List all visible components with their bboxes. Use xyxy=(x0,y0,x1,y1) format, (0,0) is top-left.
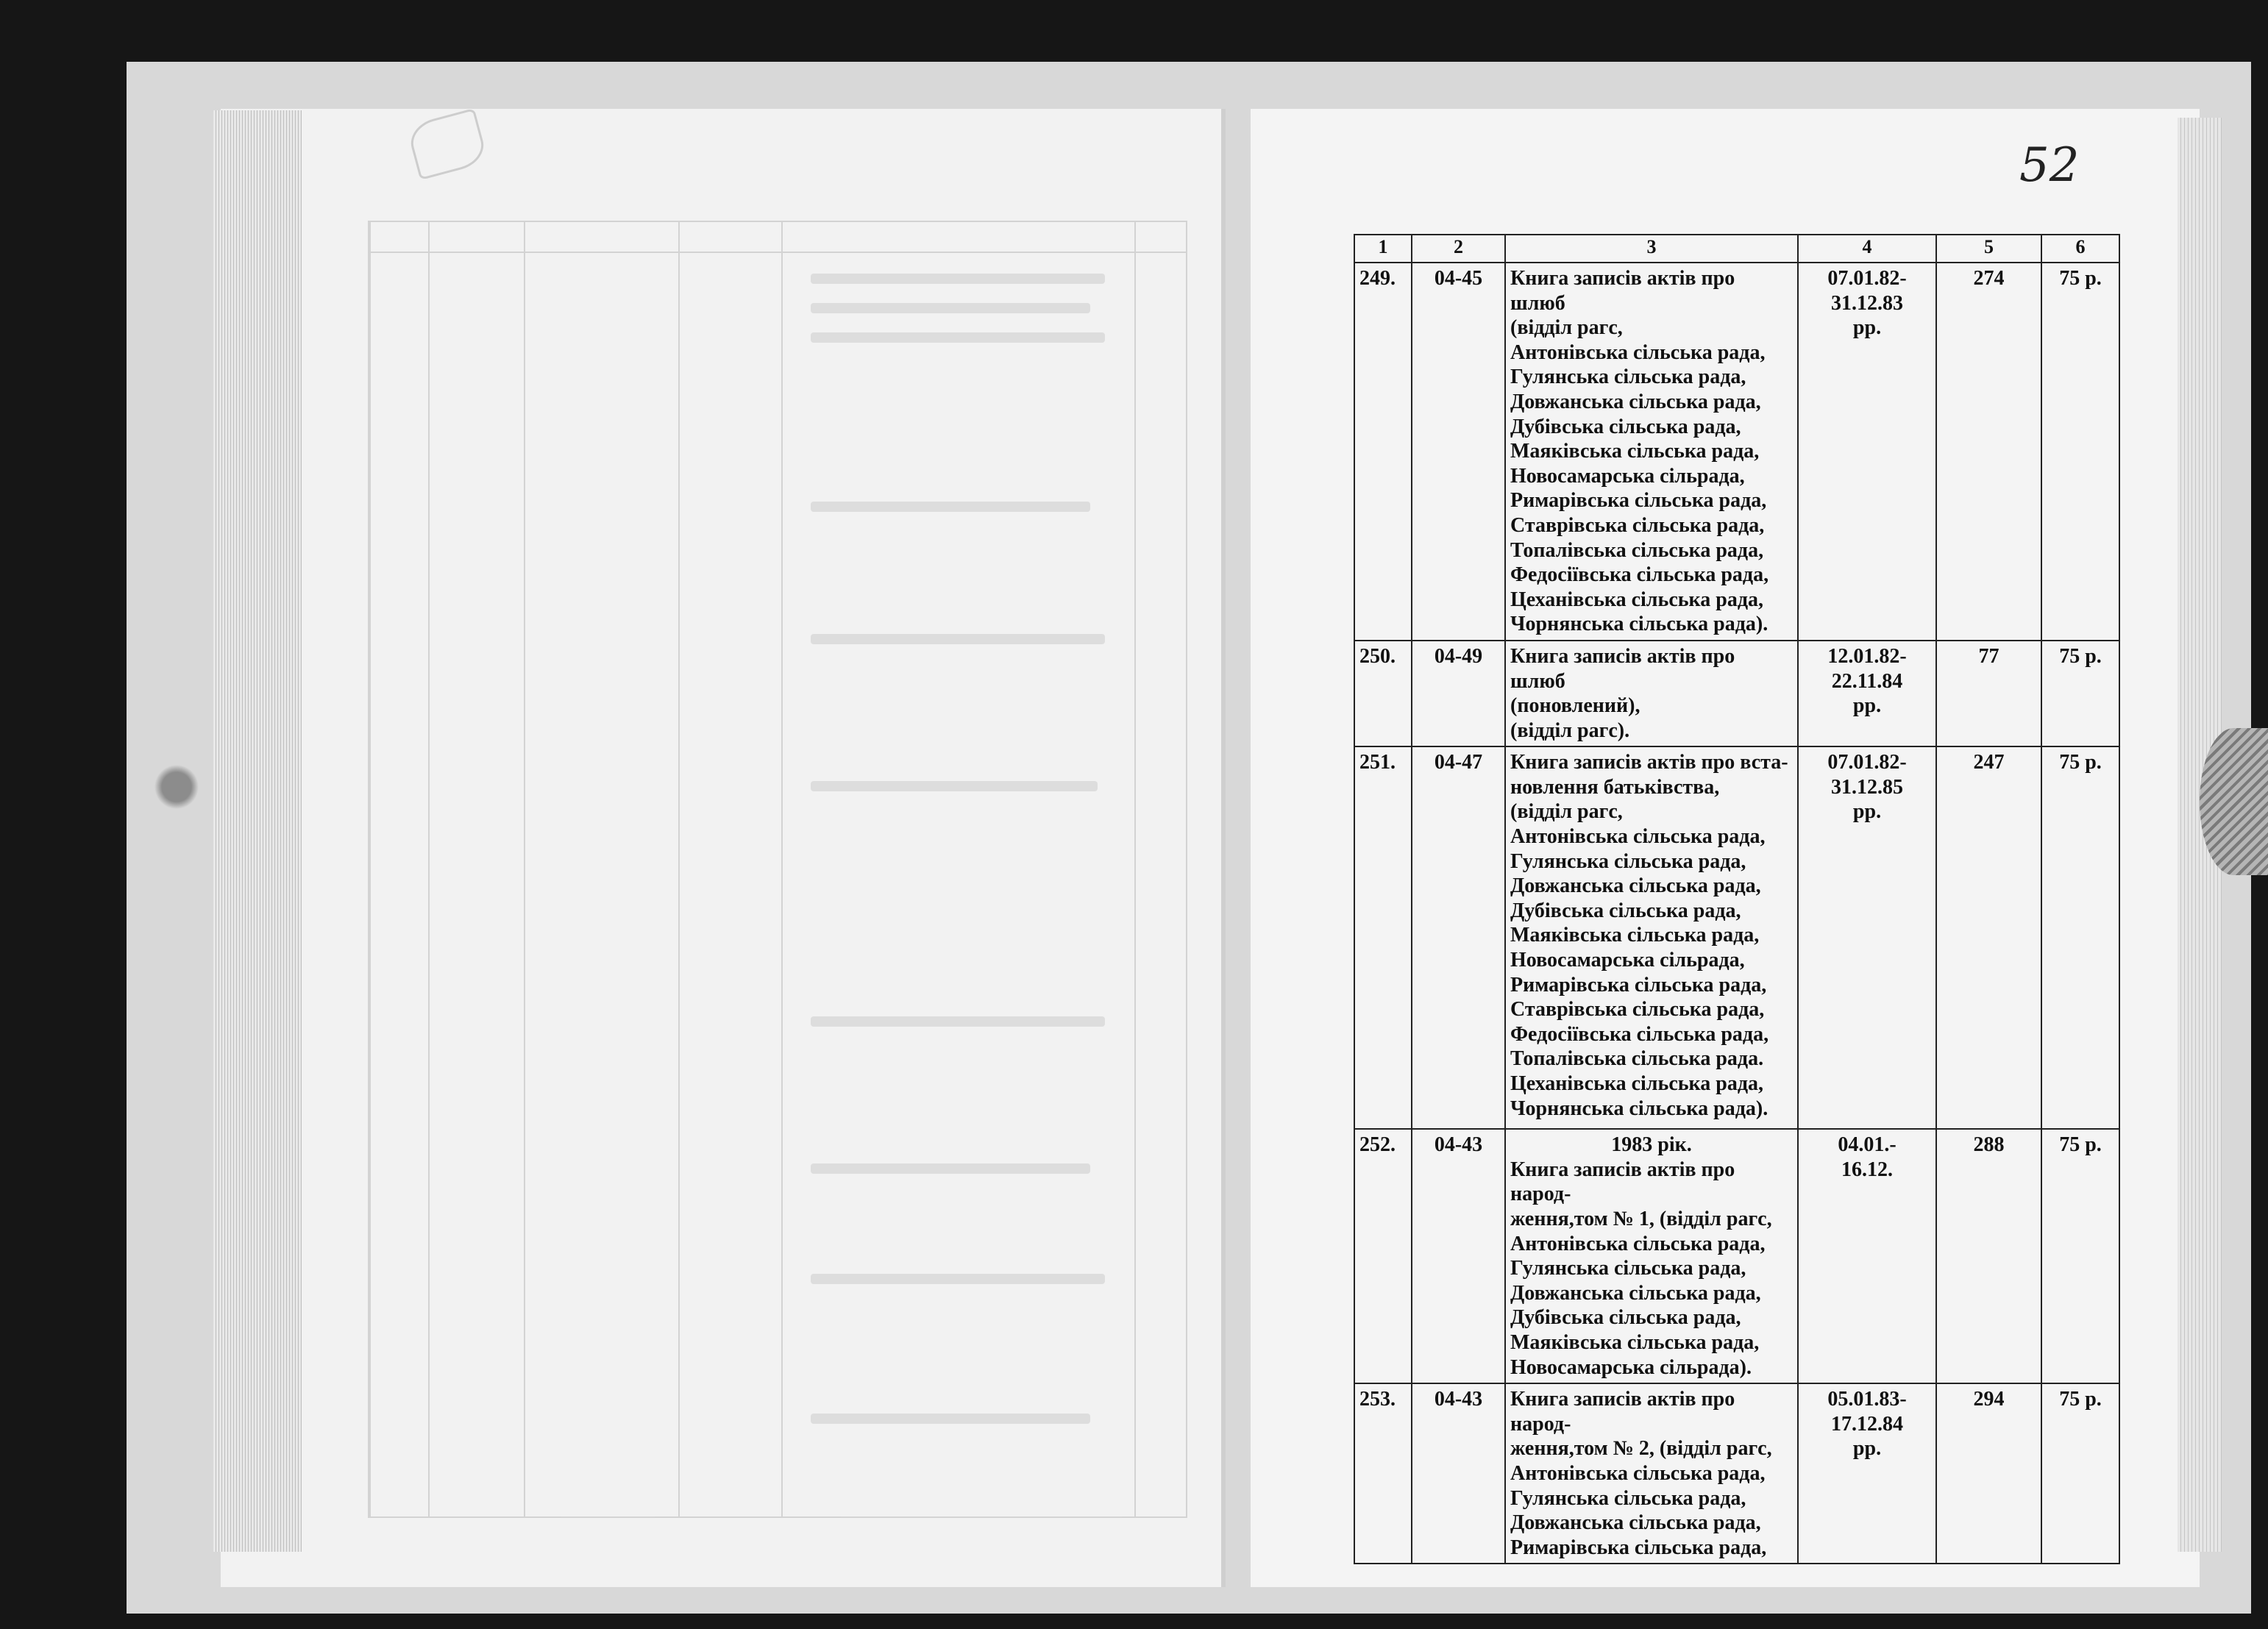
description-line: Гулянська сільська рада, xyxy=(1510,1257,1746,1280)
record-description xyxy=(1505,641,1798,746)
description-line: Чорнянська сільська рада). xyxy=(1510,1097,1768,1120)
record-number: 250. xyxy=(1354,641,1412,746)
description-line: Федосіївська сільська рада, xyxy=(1510,563,1769,587)
description-line: Федосіївська сільська рада, xyxy=(1510,1022,1769,1046)
description-line: Римарівська сільська рада, xyxy=(1510,973,1767,997)
header-col-6: 6 xyxy=(2041,235,2119,263)
retention-term: 75 р. xyxy=(2041,263,2119,641)
sheet-count: 294 xyxy=(1936,1383,2041,1564)
description-line: Довжанська сільська рада, xyxy=(1510,1511,1761,1535)
date-line: 31.12.83 xyxy=(1831,291,1903,315)
year-heading: 1983 рік. xyxy=(1611,1133,1692,1157)
binding-seal-right xyxy=(2200,728,2268,875)
header-row xyxy=(1354,235,2119,263)
description-line: (відділ рагс). xyxy=(1510,719,1630,742)
description-line: Чорнянська сільська рада). xyxy=(1510,613,1768,636)
description-line: Дубівська сільська рада, xyxy=(1510,899,1741,922)
description-line: Римарівська сільська рада, xyxy=(1510,489,1767,513)
table-row xyxy=(1354,1383,2119,1564)
description-line: Дубівська сільська рада, xyxy=(1510,415,1741,438)
description-line: Довжанська сільська рада, xyxy=(1510,390,1761,413)
header-col-5: 5 xyxy=(1936,235,2041,263)
description-line: Гулянська сільська рада, xyxy=(1510,366,1746,389)
description-line: Антонівська сільська рада, xyxy=(1510,825,1766,849)
description-line: Маяківська сільська рада, xyxy=(1510,1331,1760,1355)
record-description xyxy=(1505,746,1798,1129)
record-description xyxy=(1505,263,1798,641)
sheet-count: 247 xyxy=(1936,746,2041,1129)
retention-term: 75 р. xyxy=(2041,1383,2119,1564)
date-line: рр. xyxy=(1852,1437,1882,1461)
description-line: Довжанська сільська рада, xyxy=(1510,874,1761,898)
header-col-2: 2 xyxy=(1412,235,1505,263)
description-line: Маяківська сільська рада, xyxy=(1510,440,1760,463)
description-line: Новосамарська сільрада, xyxy=(1510,949,1745,972)
date-line: рр. xyxy=(1852,316,1882,340)
description-line: Цеханівська сільська рада, xyxy=(1510,588,1763,611)
thread-fragment-left xyxy=(154,758,199,816)
description-line: Гулянська сільська рада, xyxy=(1510,1486,1746,1510)
date-line: рр. xyxy=(1852,694,1882,718)
date-line: 31.12.85 xyxy=(1831,775,1903,799)
sheet-count: 77 xyxy=(1936,641,2041,746)
table-row xyxy=(1354,263,2119,641)
table-row xyxy=(1354,1129,2119,1383)
record-description xyxy=(1505,1129,1798,1383)
description-line: ження,том № 2, (відділ рагс, xyxy=(1510,1437,1772,1461)
description-line: Довжанська сільська рада, xyxy=(1510,1281,1761,1305)
description-line: Римарівська сільська рада, xyxy=(1510,1536,1767,1559)
description-line: Маяківська сільська рада, xyxy=(1510,924,1760,947)
description-line: Ставрівська сільська рада, xyxy=(1510,998,1765,1022)
date-range xyxy=(1798,1383,1936,1564)
description-line: Книга записів актів про народ- xyxy=(1510,1388,1735,1436)
header-col-3: 3 xyxy=(1505,235,1798,263)
description-line: Гулянська сільська рада, xyxy=(1510,849,1746,873)
page-edges-left xyxy=(213,110,302,1552)
date-range xyxy=(1798,746,1936,1129)
description-line: Антонівська сільська рада, xyxy=(1510,341,1766,364)
retention-term: 75 р. xyxy=(2041,1129,2119,1383)
record-description xyxy=(1505,1383,1798,1564)
date-line: 12.01.82- xyxy=(1827,644,1907,668)
date-range xyxy=(1798,1129,1936,1383)
description-line: (поновлений), xyxy=(1510,694,1640,718)
fund-code: 04-45 xyxy=(1412,263,1505,641)
description-line: (відділ рагс, xyxy=(1510,316,1623,340)
description-line: Ставрівська сільська рада, xyxy=(1510,513,1765,537)
description-line: Антонівська сільська рада, xyxy=(1510,1462,1766,1485)
bleed-through-table xyxy=(368,221,1187,1518)
description-line: Книга записів актів про народ- xyxy=(1510,1158,1735,1206)
date-range xyxy=(1798,263,1936,641)
register-body xyxy=(1354,263,2119,1564)
page-number: 52 xyxy=(2019,138,2080,193)
date-line: 17.12.84 xyxy=(1831,1412,1903,1436)
retention-term: 75 р. xyxy=(2041,746,2119,1129)
description-line: Антонівська сільська рада, xyxy=(1510,1232,1766,1255)
fund-code: 04-43 xyxy=(1412,1383,1505,1564)
description-line: Новосамарська сільрада, xyxy=(1510,464,1745,488)
description-line: (відділ рагс, xyxy=(1510,800,1623,824)
date-line: 07.01.82- xyxy=(1827,267,1907,290)
description-line: новлення батьківства, xyxy=(1510,775,1720,799)
header-col-1: 1 xyxy=(1354,235,1412,263)
date-line: рр. xyxy=(1852,800,1882,824)
description-line: Дубівська сільська рада, xyxy=(1510,1306,1741,1330)
date-line: 07.01.82- xyxy=(1827,751,1907,774)
description-line: ження,том № 1, (відділ рагс, xyxy=(1510,1208,1772,1231)
retention-term: 75 р. xyxy=(2041,641,2119,746)
description-line: Новосамарська сільрада). xyxy=(1510,1355,1752,1379)
date-line: 16.12. xyxy=(1841,1158,1893,1181)
date-line: 22.11.84 xyxy=(1831,669,1903,693)
fund-code: 04-49 xyxy=(1412,641,1505,746)
sheet-count: 288 xyxy=(1936,1129,2041,1383)
fund-code: 04-43 xyxy=(1412,1129,1505,1383)
record-number: 253. xyxy=(1354,1383,1412,1564)
date-range xyxy=(1798,641,1936,746)
header-col-4: 4 xyxy=(1798,235,1936,263)
description-line: Книга записів актів про шлюб xyxy=(1510,267,1735,315)
description-line: Цеханівська сільська рада, xyxy=(1510,1072,1763,1095)
record-number: 249. xyxy=(1354,263,1412,641)
description-line: Топалівська сільська рада, xyxy=(1510,538,1764,562)
record-number: 251. xyxy=(1354,746,1412,1129)
sheet-count: 274 xyxy=(1936,263,2041,641)
register-table xyxy=(1354,234,2120,1564)
table-row xyxy=(1354,746,2119,1129)
date-line: 05.01.83- xyxy=(1827,1388,1907,1411)
record-number: 252. xyxy=(1354,1129,1412,1383)
description-line: Книга записів актів про шлюб xyxy=(1510,644,1735,693)
table-row xyxy=(1354,641,2119,746)
fund-code: 04-47 xyxy=(1412,746,1505,1129)
description-line: Книга записів актів про вста- xyxy=(1510,751,1788,774)
description-line: Топалівська сільська рада. xyxy=(1510,1047,1764,1071)
date-line: 04.01.- xyxy=(1838,1133,1896,1157)
